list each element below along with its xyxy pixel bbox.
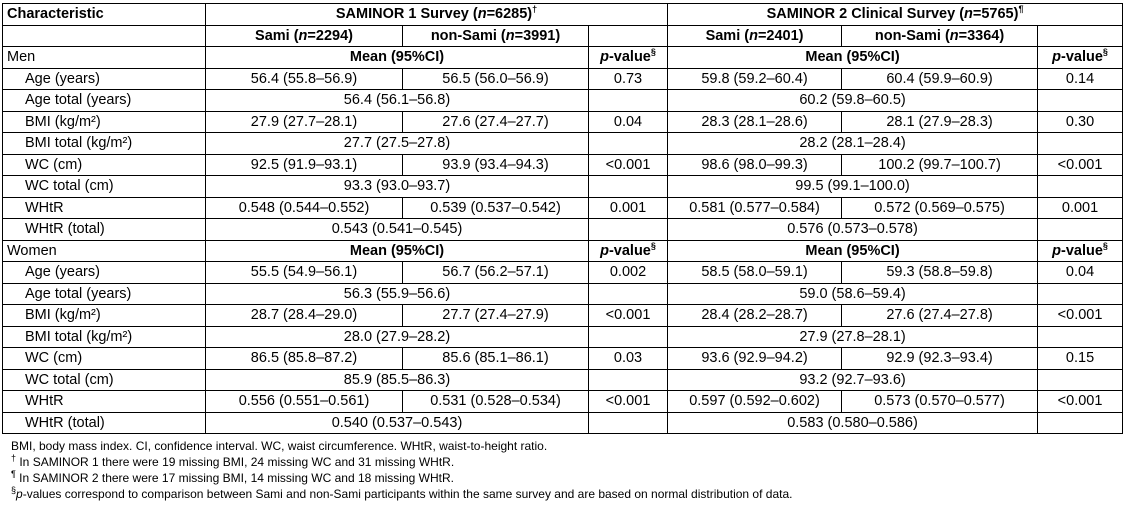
note-saminor1: † In SAMINOR 1 there were 19 missing BMI, 24 missing WC and 31 missing WHtR. — [11, 453, 455, 469]
saminor1-sami-value: 0.548 (0.544–0.552) — [206, 197, 403, 219]
saminor1-sami-value: 55.5 (54.9–56.1) — [206, 262, 403, 284]
saminor2-nonsami-value: 27.6 (27.4–27.8) — [842, 305, 1038, 327]
saminor1-total-value: 56.3 (55.9–56.6) — [206, 283, 589, 305]
saminor1-sami-value: 27.9 (27.7–28.1) — [206, 111, 403, 133]
empty-cell — [1038, 369, 1123, 391]
table-row — [3, 369, 1123, 391]
empty-cell — [1038, 219, 1123, 241]
saminor2-sami-value: 28.4 (28.2–28.7) — [668, 305, 842, 327]
row-label: WC (cm) — [3, 348, 206, 370]
row-label: BMI total (kg/m²) — [3, 326, 206, 348]
table-notes — [11, 438, 1126, 502]
table-row — [3, 283, 1123, 305]
table-row — [3, 176, 1123, 198]
saminor2-sami-value: 28.3 (28.1–28.6) — [668, 111, 842, 133]
empty-cell — [589, 326, 668, 348]
section-label: Men — [3, 47, 206, 69]
sami2-header: Sami (n=2401) — [668, 25, 842, 47]
empty-cell — [1038, 176, 1123, 198]
row-label: Age total (years) — [3, 90, 206, 112]
saminor2-p-value: 0.15 — [1038, 348, 1123, 370]
row-label: WHtR — [3, 197, 206, 219]
saminor2-p-value: <0.001 — [1038, 154, 1123, 176]
saminor2-sami-value: 98.6 (98.0–99.3) — [668, 154, 842, 176]
results-table — [2, 3, 1123, 434]
saminor1-sami-value: 0.556 (0.551–0.561) — [206, 391, 403, 413]
row-label: WC total (cm) — [3, 176, 206, 198]
header-row-2 — [3, 25, 1123, 47]
saminor2-sami-value: 0.581 (0.577–0.584) — [668, 197, 842, 219]
table-row — [3, 133, 1123, 155]
saminor2-nonsami-value: 0.573 (0.570–0.577) — [842, 391, 1038, 413]
row-label: Age (years) — [3, 68, 206, 90]
note-abbreviations: BMI, body mass index. CI, confidence interval. WC, waist circumference. WHtR, waist-to-height ratio. — [11, 439, 548, 453]
empty-cell — [589, 369, 668, 391]
empty-cell — [1038, 326, 1123, 348]
saminor1-sami-value: 86.5 (85.8–87.2) — [206, 348, 403, 370]
saminor2-header: SAMINOR 2 Clinical Survey (n=5765)¶ — [668, 4, 1123, 26]
row-label: WHtR — [3, 391, 206, 413]
saminor2-total-value: 93.2 (92.7–93.6) — [668, 369, 1038, 391]
p-value-header: p-value§ — [1038, 47, 1123, 69]
empty-header-cell — [589, 25, 668, 47]
saminor2-p-value: <0.001 — [1038, 305, 1123, 327]
table-row — [3, 412, 1123, 434]
saminor2-nonsami-value: 0.572 (0.569–0.575) — [842, 197, 1038, 219]
empty-cell — [1038, 283, 1123, 305]
saminor1-p-value: <0.001 — [589, 305, 668, 327]
empty-cell — [589, 176, 668, 198]
saminor1-nonsami-value: 56.5 (56.0–56.9) — [403, 68, 589, 90]
saminor1-nonsami-value: 56.7 (56.2–57.1) — [403, 262, 589, 284]
saminor1-p-value: <0.001 — [589, 391, 668, 413]
saminor2-total-value: 60.2 (59.8–60.5) — [668, 90, 1038, 112]
note-pvalues: §p-values correspond to comparison between Sami and non-Sami participants within the same survey and are based on normal distribution of data. — [11, 485, 793, 501]
row-label: WHtR (total) — [3, 219, 206, 241]
empty-header-cell — [3, 25, 206, 47]
saminor2-total-value: 99.5 (99.1–100.0) — [668, 176, 1038, 198]
saminor2-sami-value: 58.5 (58.0–59.1) — [668, 262, 842, 284]
mean-ci-header: Mean (95%CI) — [206, 240, 589, 262]
saminor1-nonsami-value: 85.6 (85.1–86.1) — [403, 348, 589, 370]
saminor1-nonsami-value: 0.531 (0.528–0.534) — [403, 391, 589, 413]
row-label: WHtR (total) — [3, 412, 206, 434]
saminor2-total-value: 0.583 (0.580–0.586) — [668, 412, 1038, 434]
saminor1-total-value: 27.7 (27.5–27.8) — [206, 133, 589, 155]
row-label: BMI (kg/m²) — [3, 305, 206, 327]
saminor2-nonsami-value: 59.3 (58.8–59.8) — [842, 262, 1038, 284]
table-row — [3, 197, 1123, 219]
saminor1-header: SAMINOR 1 Survey (n=6285)† — [206, 4, 668, 26]
saminor1-total-value: 28.0 (27.9–28.2) — [206, 326, 589, 348]
empty-header-cell — [1038, 25, 1123, 47]
row-label: Age total (years) — [3, 283, 206, 305]
empty-cell — [589, 412, 668, 434]
row-label: BMI total (kg/m²) — [3, 133, 206, 155]
saminor2-p-value: 0.001 — [1038, 197, 1123, 219]
saminor1-sami-value: 56.4 (55.8–56.9) — [206, 68, 403, 90]
saminor1-sami-value: 92.5 (91.9–93.1) — [206, 154, 403, 176]
table-row — [3, 68, 1123, 90]
p-value-header: p-value§ — [589, 240, 668, 262]
nonsami2-header: non-Sami (n=3364) — [842, 25, 1038, 47]
empty-cell — [589, 283, 668, 305]
empty-cell — [1038, 133, 1123, 155]
row-label: WC (cm) — [3, 154, 206, 176]
table-row — [3, 219, 1123, 241]
characteristic-header: Characteristic — [3, 4, 206, 26]
saminor2-sami-value: 59.8 (59.2–60.4) — [668, 68, 842, 90]
saminor1-total-value: 0.543 (0.541–0.545) — [206, 219, 589, 241]
mean-ci-header: Mean (95%CI) — [668, 240, 1038, 262]
saminor2-p-value: 0.04 — [1038, 262, 1123, 284]
section-row — [3, 240, 1123, 262]
note-saminor2: ¶ In SAMINOR 2 there were 17 missing BMI, 14 missing WC and 18 missing WHtR. — [11, 469, 454, 485]
saminor2-total-value: 28.2 (28.1–28.4) — [668, 133, 1038, 155]
p-value-header: p-value§ — [1038, 240, 1123, 262]
mean-ci-header: Mean (95%CI) — [206, 47, 589, 69]
saminor2-sami-value: 0.597 (0.592–0.602) — [668, 391, 842, 413]
row-label: WC total (cm) — [3, 369, 206, 391]
saminor2-nonsami-value: 92.9 (92.3–93.4) — [842, 348, 1038, 370]
saminor1-nonsami-value: 0.539 (0.537–0.542) — [403, 197, 589, 219]
empty-cell — [589, 219, 668, 241]
saminor1-nonsami-value: 93.9 (93.4–94.3) — [403, 154, 589, 176]
saminor2-sami-value: 93.6 (92.9–94.2) — [668, 348, 842, 370]
mean-ci-header: Mean (95%CI) — [668, 47, 1038, 69]
saminor2-total-value: 27.9 (27.8–28.1) — [668, 326, 1038, 348]
saminor2-nonsami-value: 28.1 (27.9–28.3) — [842, 111, 1038, 133]
empty-cell — [1038, 412, 1123, 434]
saminor2-p-value: 0.30 — [1038, 111, 1123, 133]
table-row — [3, 348, 1123, 370]
saminor1-total-value: 0.540 (0.537–0.543) — [206, 412, 589, 434]
section-label: Women — [3, 240, 206, 262]
saminor2-total-value: 0.576 (0.573–0.578) — [668, 219, 1038, 241]
table-row — [3, 90, 1123, 112]
saminor1-total-value: 56.4 (56.1–56.8) — [206, 90, 589, 112]
table-row — [3, 326, 1123, 348]
table-row — [3, 111, 1123, 133]
saminor1-p-value: 0.001 — [589, 197, 668, 219]
saminor2-nonsami-value: 60.4 (59.9–60.9) — [842, 68, 1038, 90]
saminor1-total-value: 85.9 (85.5–86.3) — [206, 369, 589, 391]
sami1-header: Sami (n=2294) — [206, 25, 403, 47]
empty-cell — [589, 90, 668, 112]
nonsami1-header: non-Sami (n=3991) — [403, 25, 589, 47]
saminor1-total-value: 93.3 (93.0–93.7) — [206, 176, 589, 198]
header-row-1 — [3, 4, 1123, 26]
section-row — [3, 47, 1123, 69]
saminor2-total-value: 59.0 (58.6–59.4) — [668, 283, 1038, 305]
table-row — [3, 154, 1123, 176]
saminor1-p-value: <0.001 — [589, 154, 668, 176]
table-row — [3, 262, 1123, 284]
row-label: Age (years) — [3, 262, 206, 284]
p-value-header: p-value§ — [589, 47, 668, 69]
saminor1-nonsami-value: 27.6 (27.4–27.7) — [403, 111, 589, 133]
saminor2-nonsami-value: 100.2 (99.7–100.7) — [842, 154, 1038, 176]
empty-cell — [589, 133, 668, 155]
saminor1-p-value: 0.04 — [589, 111, 668, 133]
empty-cell — [1038, 90, 1123, 112]
saminor2-p-value: 0.14 — [1038, 68, 1123, 90]
saminor1-p-value: 0.002 — [589, 262, 668, 284]
saminor1-nonsami-value: 27.7 (27.4–27.9) — [403, 305, 589, 327]
saminor1-p-value: 0.03 — [589, 348, 668, 370]
row-label: BMI (kg/m²) — [3, 111, 206, 133]
saminor1-p-value: 0.73 — [589, 68, 668, 90]
table-row — [3, 391, 1123, 413]
saminor2-p-value: <0.001 — [1038, 391, 1123, 413]
saminor1-sami-value: 28.7 (28.4–29.0) — [206, 305, 403, 327]
table-row — [3, 305, 1123, 327]
